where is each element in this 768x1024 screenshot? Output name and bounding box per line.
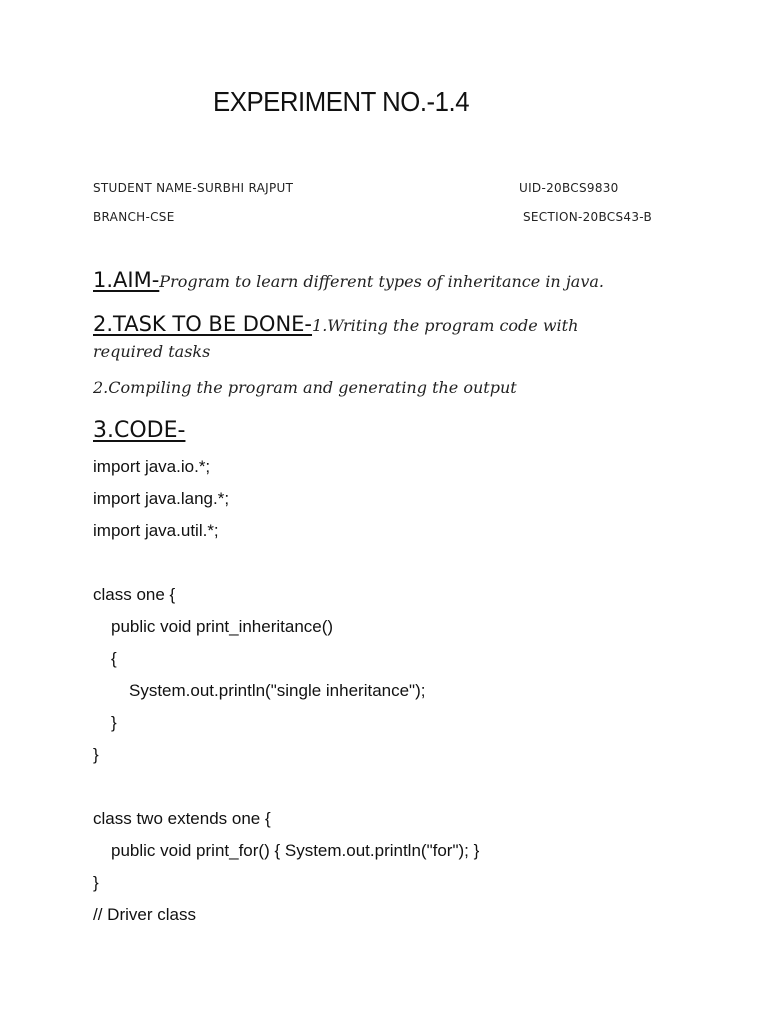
aim-text: Program to learn different types of inheritance in java. <box>159 272 604 291</box>
code-line: import java.io.*; <box>93 457 211 476</box>
code-line: } <box>93 873 99 892</box>
code-heading: 3.CODE- <box>93 418 186 443</box>
task-line-2: required tasks <box>93 342 211 361</box>
code-line: } <box>111 713 117 732</box>
code-line: import java.lang.*; <box>93 489 230 508</box>
code-line: System.out.println("single inheritance"); <box>129 681 426 700</box>
code-comment: // Driver class <box>93 905 196 924</box>
task-heading: 2.TASK TO BE DONE- <box>93 312 313 336</box>
aim-section <box>93 268 604 292</box>
student-uid: UID-20BCS9830 <box>519 181 619 195</box>
page-title: EXPERIMENT NO.-1.4 <box>213 86 470 117</box>
branch: BRANCH-CSE <box>93 210 175 224</box>
task-line-1: 1.Writing the program code with <box>312 316 579 335</box>
task-section <box>93 312 578 336</box>
task-line-3: 2.Compiling the program and generating the output <box>93 378 517 397</box>
code-line: public void print_for() { System.out.println("for"); } <box>111 841 480 860</box>
aim-heading: 1.AIM- <box>93 268 160 292</box>
code-line: class two extends one { <box>93 809 271 828</box>
code-line: } <box>93 745 99 764</box>
student-name: STUDENT NAME-SURBHI RAJPUT <box>93 181 294 195</box>
section: SECTION-20BCS43-B <box>523 210 652 224</box>
code-line: { <box>111 649 117 668</box>
code-line: public void print_inheritance() <box>111 617 334 636</box>
code-line: import java.util.*; <box>93 521 219 540</box>
code-line: class one { <box>93 585 176 604</box>
